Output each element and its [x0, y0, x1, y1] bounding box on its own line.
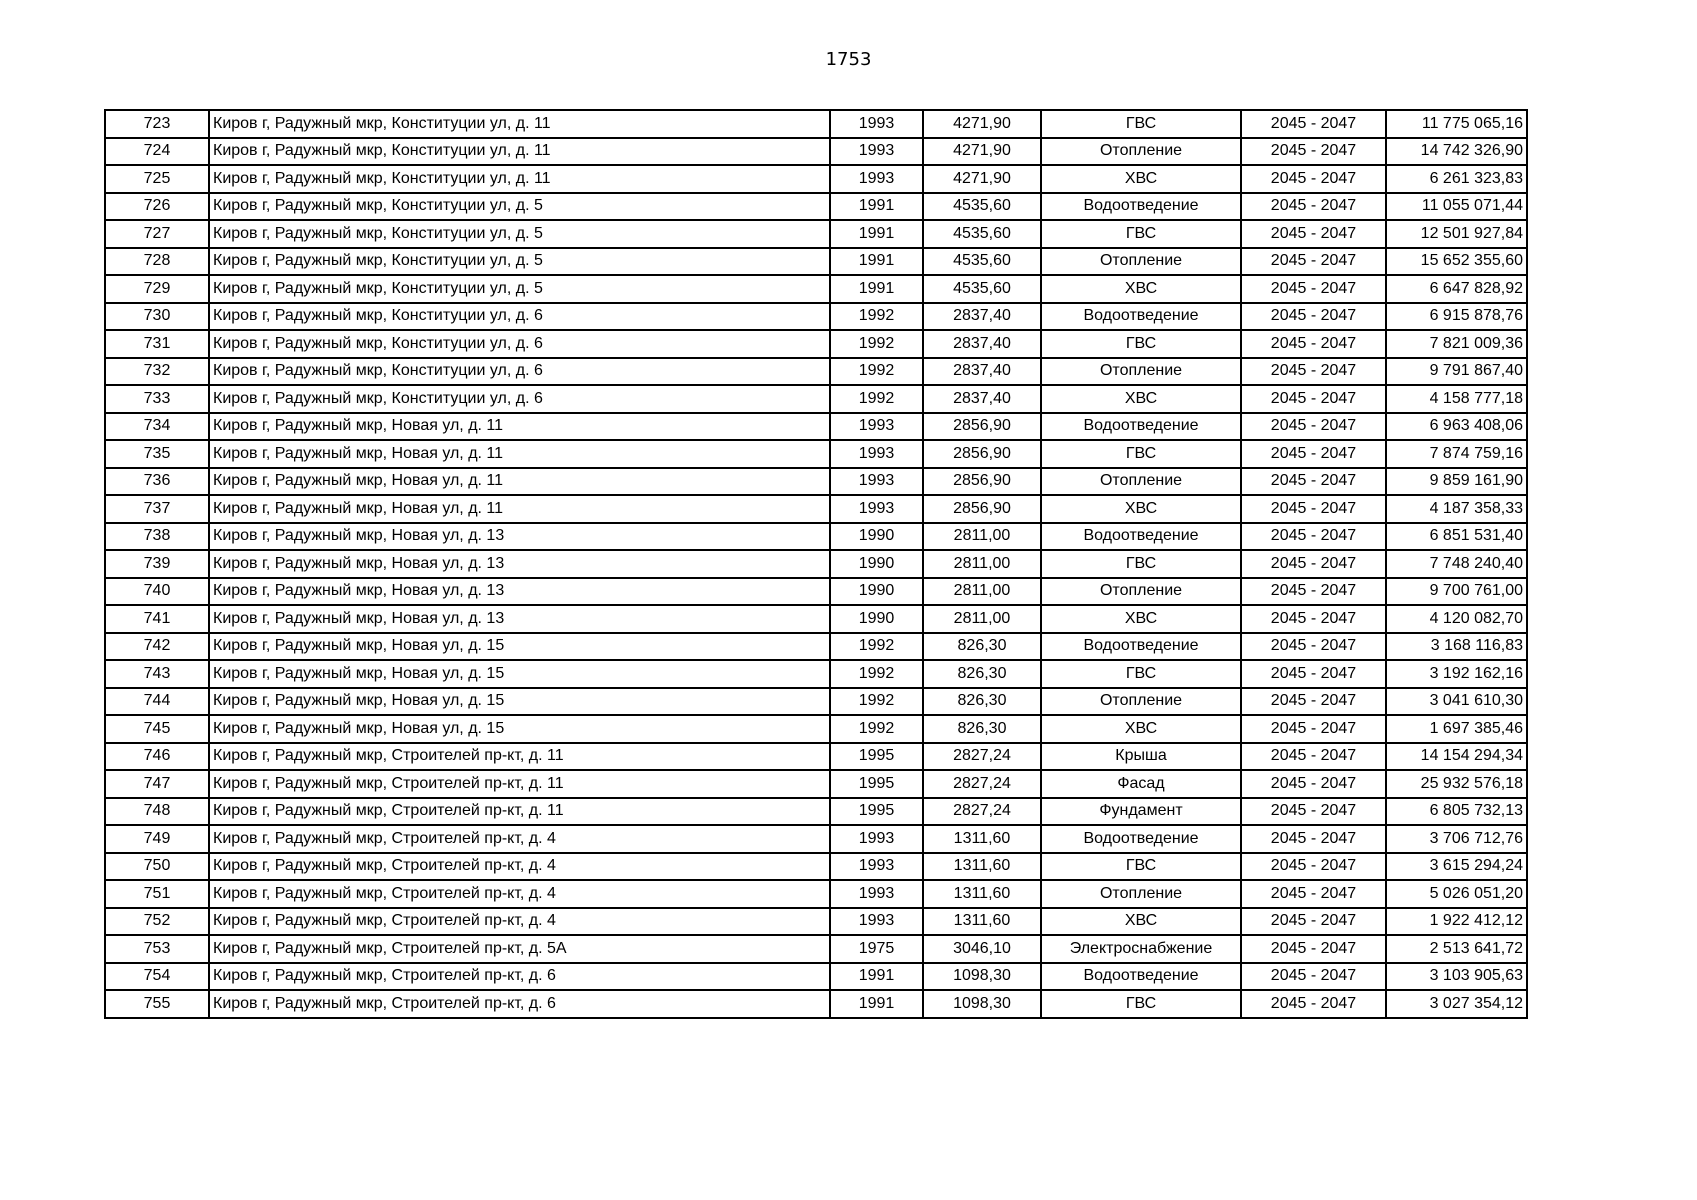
cost-cell: 3 706 712,76: [1386, 825, 1527, 853]
work-type-cell: ГВС: [1041, 990, 1241, 1018]
row-number-cell: 741: [105, 605, 209, 633]
table-row: [105, 963, 1527, 991]
build-year-cell: 1990: [830, 523, 923, 551]
table-row: [105, 358, 1527, 386]
cost-cell: 25 932 576,18: [1386, 770, 1527, 798]
area-cell: 1098,30: [923, 963, 1041, 991]
row-number-cell: 745: [105, 715, 209, 743]
work-type-cell: Водоотведение: [1041, 633, 1241, 661]
address-cell: Киров г, Радужный мкр, Новая ул, д. 11: [209, 440, 830, 468]
work-type-cell: Фундамент: [1041, 798, 1241, 826]
address-cell: Киров г, Радужный мкр, Новая ул, д. 15: [209, 633, 830, 661]
address-cell: Киров г, Радужный мкр, Строителей пр-кт, д. 11: [209, 798, 830, 826]
address-cell: Киров г, Радужный мкр, Конституции ул, д. 5: [209, 220, 830, 248]
table-row: [105, 880, 1527, 908]
period-cell: 2045 - 2047: [1241, 935, 1386, 963]
table-row: [105, 853, 1527, 881]
work-type-cell: Электроснабжение: [1041, 935, 1241, 963]
table-row: [105, 248, 1527, 276]
row-number-cell: 730: [105, 303, 209, 331]
table-row: [105, 468, 1527, 496]
table-row: [105, 413, 1527, 441]
row-number-cell: 731: [105, 330, 209, 358]
row-number-cell: 748: [105, 798, 209, 826]
period-cell: 2045 - 2047: [1241, 578, 1386, 606]
area-cell: 2811,00: [923, 550, 1041, 578]
work-type-cell: Водоотведение: [1041, 963, 1241, 991]
address-cell: Киров г, Радужный мкр, Новая ул, д. 15: [209, 688, 830, 716]
work-type-cell: Крыша: [1041, 743, 1241, 771]
address-cell: Киров г, Радужный мкр, Конституции ул, д. 5: [209, 275, 830, 303]
period-cell: 2045 - 2047: [1241, 825, 1386, 853]
work-type-cell: ГВС: [1041, 110, 1241, 138]
address-cell: Киров г, Радужный мкр, Новая ул, д. 11: [209, 495, 830, 523]
repair-schedule-table: [104, 109, 1528, 1019]
address-cell: Киров г, Радужный мкр, Конституции ул, д. 11: [209, 165, 830, 193]
row-number-cell: 738: [105, 523, 209, 551]
period-cell: 2045 - 2047: [1241, 440, 1386, 468]
table-row: [105, 550, 1527, 578]
area-cell: 1311,60: [923, 853, 1041, 881]
work-type-cell: ХВС: [1041, 385, 1241, 413]
build-year-cell: 1991: [830, 990, 923, 1018]
build-year-cell: 1993: [830, 880, 923, 908]
period-cell: 2045 - 2047: [1241, 853, 1386, 881]
build-year-cell: 1993: [830, 138, 923, 166]
cost-cell: 7 748 240,40: [1386, 550, 1527, 578]
work-type-cell: Отопление: [1041, 248, 1241, 276]
work-type-cell: Отопление: [1041, 138, 1241, 166]
row-number-cell: 728: [105, 248, 209, 276]
area-cell: 2827,24: [923, 743, 1041, 771]
area-cell: 4535,60: [923, 193, 1041, 221]
row-number-cell: 724: [105, 138, 209, 166]
row-number-cell: 736: [105, 468, 209, 496]
period-cell: 2045 - 2047: [1241, 523, 1386, 551]
cost-cell: 6 915 878,76: [1386, 303, 1527, 331]
row-number-cell: 753: [105, 935, 209, 963]
table-row: [105, 303, 1527, 331]
build-year-cell: 1992: [830, 330, 923, 358]
cost-cell: 1 922 412,12: [1386, 908, 1527, 936]
cost-cell: 5 026 051,20: [1386, 880, 1527, 908]
address-cell: Киров г, Радужный мкр, Конституции ул, д. 6: [209, 303, 830, 331]
address-cell: Киров г, Радужный мкр, Новая ул, д. 15: [209, 715, 830, 743]
row-number-cell: 727: [105, 220, 209, 248]
work-type-cell: Отопление: [1041, 468, 1241, 496]
area-cell: 2811,00: [923, 605, 1041, 633]
period-cell: 2045 - 2047: [1241, 330, 1386, 358]
build-year-cell: 1993: [830, 110, 923, 138]
work-type-cell: Водоотведение: [1041, 523, 1241, 551]
area-cell: 2856,90: [923, 440, 1041, 468]
build-year-cell: 1995: [830, 798, 923, 826]
work-type-cell: Фасад: [1041, 770, 1241, 798]
build-year-cell: 1991: [830, 963, 923, 991]
table-row: [105, 275, 1527, 303]
cost-cell: 7 821 009,36: [1386, 330, 1527, 358]
cost-cell: 14 154 294,34: [1386, 743, 1527, 771]
work-type-cell: Отопление: [1041, 688, 1241, 716]
cost-cell: 9 700 761,00: [1386, 578, 1527, 606]
row-number-cell: 735: [105, 440, 209, 468]
period-cell: 2045 - 2047: [1241, 633, 1386, 661]
address-cell: Киров г, Радужный мкр, Новая ул, д. 13: [209, 578, 830, 606]
address-cell: Киров г, Радужный мкр, Новая ул, д. 13: [209, 550, 830, 578]
table-row: [105, 715, 1527, 743]
period-cell: 2045 - 2047: [1241, 770, 1386, 798]
area-cell: 4535,60: [923, 275, 1041, 303]
address-cell: Киров г, Радужный мкр, Новая ул, д. 11: [209, 413, 830, 441]
work-type-cell: Отопление: [1041, 880, 1241, 908]
area-cell: 2837,40: [923, 303, 1041, 331]
work-type-cell: ГВС: [1041, 220, 1241, 248]
build-year-cell: 1992: [830, 358, 923, 386]
area-cell: 2837,40: [923, 330, 1041, 358]
work-type-cell: Водоотведение: [1041, 193, 1241, 221]
table-row: [105, 688, 1527, 716]
cost-cell: 4 120 082,70: [1386, 605, 1527, 633]
period-cell: 2045 - 2047: [1241, 798, 1386, 826]
row-number-cell: 746: [105, 743, 209, 771]
build-year-cell: 1993: [830, 440, 923, 468]
table-row: [105, 660, 1527, 688]
cost-cell: 3 615 294,24: [1386, 853, 1527, 881]
build-year-cell: 1991: [830, 220, 923, 248]
row-number-cell: 755: [105, 990, 209, 1018]
cost-cell: 11 775 065,16: [1386, 110, 1527, 138]
period-cell: 2045 - 2047: [1241, 385, 1386, 413]
table-row: [105, 165, 1527, 193]
work-type-cell: Отопление: [1041, 358, 1241, 386]
table-row: [105, 220, 1527, 248]
area-cell: 2827,24: [923, 770, 1041, 798]
row-number-cell: 729: [105, 275, 209, 303]
period-cell: 2045 - 2047: [1241, 220, 1386, 248]
cost-cell: 6 805 732,13: [1386, 798, 1527, 826]
build-year-cell: 1992: [830, 303, 923, 331]
cost-cell: 3 027 354,12: [1386, 990, 1527, 1018]
row-number-cell: 740: [105, 578, 209, 606]
work-type-cell: ХВС: [1041, 275, 1241, 303]
area-cell: 2827,24: [923, 798, 1041, 826]
row-number-cell: 751: [105, 880, 209, 908]
address-cell: Киров г, Радужный мкр, Строителей пр-кт, д. 11: [209, 743, 830, 771]
table-row: [105, 578, 1527, 606]
work-type-cell: ГВС: [1041, 440, 1241, 468]
row-number-cell: 739: [105, 550, 209, 578]
cost-cell: 6 851 531,40: [1386, 523, 1527, 551]
period-cell: 2045 - 2047: [1241, 275, 1386, 303]
address-cell: Киров г, Радужный мкр, Новая ул, д. 15: [209, 660, 830, 688]
work-type-cell: ХВС: [1041, 908, 1241, 936]
table-row: [105, 743, 1527, 771]
period-cell: 2045 - 2047: [1241, 138, 1386, 166]
address-cell: Киров г, Радужный мкр, Конституции ул, д. 6: [209, 330, 830, 358]
address-cell: Киров г, Радужный мкр, Конституции ул, д. 11: [209, 138, 830, 166]
row-number-cell: 723: [105, 110, 209, 138]
address-cell: Киров г, Радужный мкр, Конституции ул, д. 5: [209, 248, 830, 276]
period-cell: 2045 - 2047: [1241, 688, 1386, 716]
table-row: [105, 770, 1527, 798]
build-year-cell: 1992: [830, 715, 923, 743]
build-year-cell: 1975: [830, 935, 923, 963]
period-cell: 2045 - 2047: [1241, 660, 1386, 688]
build-year-cell: 1990: [830, 605, 923, 633]
cost-cell: 2 513 641,72: [1386, 935, 1527, 963]
period-cell: 2045 - 2047: [1241, 963, 1386, 991]
table-row: [105, 330, 1527, 358]
address-cell: Киров г, Радужный мкр, Новая ул, д. 13: [209, 605, 830, 633]
work-type-cell: ГВС: [1041, 330, 1241, 358]
page-number: 1753: [825, 49, 872, 70]
table-row: [105, 935, 1527, 963]
period-cell: 2045 - 2047: [1241, 715, 1386, 743]
address-cell: Киров г, Радужный мкр, Новая ул, д. 13: [209, 523, 830, 551]
table-row: [105, 908, 1527, 936]
cost-cell: 3 192 162,16: [1386, 660, 1527, 688]
build-year-cell: 1993: [830, 413, 923, 441]
build-year-cell: 1991: [830, 193, 923, 221]
period-cell: 2045 - 2047: [1241, 248, 1386, 276]
area-cell: 2856,90: [923, 413, 1041, 441]
address-cell: Киров г, Радужный мкр, Конституции ул, д. 11: [209, 110, 830, 138]
build-year-cell: 1990: [830, 578, 923, 606]
table-row: [105, 523, 1527, 551]
build-year-cell: 1993: [830, 908, 923, 936]
work-type-cell: ГВС: [1041, 550, 1241, 578]
area-cell: 1311,60: [923, 880, 1041, 908]
build-year-cell: 1992: [830, 633, 923, 661]
work-type-cell: Водоотведение: [1041, 825, 1241, 853]
address-cell: Киров г, Радужный мкр, Новая ул, д. 11: [209, 468, 830, 496]
cost-cell: 11 055 071,44: [1386, 193, 1527, 221]
area-cell: 1311,60: [923, 908, 1041, 936]
row-number-cell: 744: [105, 688, 209, 716]
cost-cell: 6 963 408,06: [1386, 413, 1527, 441]
cost-cell: 6 647 828,92: [1386, 275, 1527, 303]
row-number-cell: 742: [105, 633, 209, 661]
row-number-cell: 754: [105, 963, 209, 991]
area-cell: 3046,10: [923, 935, 1041, 963]
area-cell: 826,30: [923, 660, 1041, 688]
address-cell: Киров г, Радужный мкр, Строителей пр-кт, д. 6: [209, 963, 830, 991]
address-cell: Киров г, Радужный мкр, Конституции ул, д. 6: [209, 358, 830, 386]
address-cell: Киров г, Радужный мкр, Строителей пр-кт, д. 11: [209, 770, 830, 798]
cost-cell: 1 697 385,46: [1386, 715, 1527, 743]
area-cell: 826,30: [923, 715, 1041, 743]
address-cell: Киров г, Радужный мкр, Строителей пр-кт, д. 4: [209, 853, 830, 881]
area-cell: 2856,90: [923, 468, 1041, 496]
address-cell: Киров г, Радужный мкр, Строителей пр-кт, д. 5А: [209, 935, 830, 963]
cost-cell: 6 261 323,83: [1386, 165, 1527, 193]
area-cell: 2837,40: [923, 385, 1041, 413]
area-cell: 4271,90: [923, 165, 1041, 193]
work-type-cell: Водоотведение: [1041, 413, 1241, 441]
area-cell: 2811,00: [923, 578, 1041, 606]
area-cell: 2856,90: [923, 495, 1041, 523]
cost-cell: 3 041 610,30: [1386, 688, 1527, 716]
period-cell: 2045 - 2047: [1241, 413, 1386, 441]
build-year-cell: 1993: [830, 165, 923, 193]
row-number-cell: 733: [105, 385, 209, 413]
row-number-cell: 750: [105, 853, 209, 881]
cost-cell: 14 742 326,90: [1386, 138, 1527, 166]
build-year-cell: 1992: [830, 385, 923, 413]
address-cell: Киров г, Радужный мкр, Строителей пр-кт, д. 4: [209, 880, 830, 908]
build-year-cell: 1993: [830, 825, 923, 853]
table-row: [105, 138, 1527, 166]
work-type-cell: ГВС: [1041, 853, 1241, 881]
period-cell: 2045 - 2047: [1241, 165, 1386, 193]
build-year-cell: 1993: [830, 468, 923, 496]
work-type-cell: Водоотведение: [1041, 303, 1241, 331]
area-cell: 826,30: [923, 688, 1041, 716]
period-cell: 2045 - 2047: [1241, 110, 1386, 138]
row-number-cell: 732: [105, 358, 209, 386]
cost-cell: 3 168 116,83: [1386, 633, 1527, 661]
period-cell: 2045 - 2047: [1241, 358, 1386, 386]
build-year-cell: 1992: [830, 688, 923, 716]
area-cell: 1311,60: [923, 825, 1041, 853]
table-row: [105, 440, 1527, 468]
cost-cell: 7 874 759,16: [1386, 440, 1527, 468]
build-year-cell: 1993: [830, 495, 923, 523]
work-type-cell: ХВС: [1041, 715, 1241, 743]
table-row: [105, 193, 1527, 221]
area-cell: 826,30: [923, 633, 1041, 661]
work-type-cell: ХВС: [1041, 605, 1241, 633]
build-year-cell: 1992: [830, 660, 923, 688]
row-number-cell: 743: [105, 660, 209, 688]
table-row: [105, 825, 1527, 853]
address-cell: Киров г, Радужный мкр, Строителей пр-кт, д. 6: [209, 990, 830, 1018]
table-row: [105, 798, 1527, 826]
address-cell: Киров г, Радужный мкр, Конституции ул, д. 5: [209, 193, 830, 221]
build-year-cell: 1993: [830, 853, 923, 881]
table-body: [105, 110, 1527, 1018]
address-cell: Киров г, Радужный мкр, Конституции ул, д. 6: [209, 385, 830, 413]
build-year-cell: 1990: [830, 550, 923, 578]
area-cell: 4535,60: [923, 248, 1041, 276]
work-type-cell: ХВС: [1041, 165, 1241, 193]
table-row: [105, 990, 1527, 1018]
period-cell: 2045 - 2047: [1241, 990, 1386, 1018]
cost-cell: 12 501 927,84: [1386, 220, 1527, 248]
row-number-cell: 734: [105, 413, 209, 441]
build-year-cell: 1995: [830, 770, 923, 798]
area-cell: 4271,90: [923, 138, 1041, 166]
period-cell: 2045 - 2047: [1241, 908, 1386, 936]
period-cell: 2045 - 2047: [1241, 743, 1386, 771]
build-year-cell: 1991: [830, 275, 923, 303]
cost-cell: 4 158 777,18: [1386, 385, 1527, 413]
build-year-cell: 1991: [830, 248, 923, 276]
work-type-cell: ГВС: [1041, 660, 1241, 688]
cost-cell: 9 859 161,90: [1386, 468, 1527, 496]
address-cell: Киров г, Радужный мкр, Строителей пр-кт, д. 4: [209, 825, 830, 853]
cost-cell: 4 187 358,33: [1386, 495, 1527, 523]
period-cell: 2045 - 2047: [1241, 880, 1386, 908]
row-number-cell: 726: [105, 193, 209, 221]
cost-cell: 3 103 905,63: [1386, 963, 1527, 991]
cost-cell: 9 791 867,40: [1386, 358, 1527, 386]
build-year-cell: 1995: [830, 743, 923, 771]
area-cell: 1098,30: [923, 990, 1041, 1018]
table-row: [105, 495, 1527, 523]
area-cell: 4535,60: [923, 220, 1041, 248]
area-cell: 2811,00: [923, 523, 1041, 551]
address-cell: Киров г, Радужный мкр, Строителей пр-кт, д. 4: [209, 908, 830, 936]
table-row: [105, 385, 1527, 413]
row-number-cell: 725: [105, 165, 209, 193]
area-cell: 4271,90: [923, 110, 1041, 138]
period-cell: 2045 - 2047: [1241, 605, 1386, 633]
table-row: [105, 605, 1527, 633]
period-cell: 2045 - 2047: [1241, 193, 1386, 221]
period-cell: 2045 - 2047: [1241, 303, 1386, 331]
area-cell: 2837,40: [923, 358, 1041, 386]
row-number-cell: 752: [105, 908, 209, 936]
row-number-cell: 749: [105, 825, 209, 853]
table-row: [105, 110, 1527, 138]
work-type-cell: Отопление: [1041, 578, 1241, 606]
cost-cell: 15 652 355,60: [1386, 248, 1527, 276]
row-number-cell: 747: [105, 770, 209, 798]
work-type-cell: ХВС: [1041, 495, 1241, 523]
period-cell: 2045 - 2047: [1241, 468, 1386, 496]
period-cell: 2045 - 2047: [1241, 495, 1386, 523]
table-row: [105, 633, 1527, 661]
row-number-cell: 737: [105, 495, 209, 523]
period-cell: 2045 - 2047: [1241, 550, 1386, 578]
